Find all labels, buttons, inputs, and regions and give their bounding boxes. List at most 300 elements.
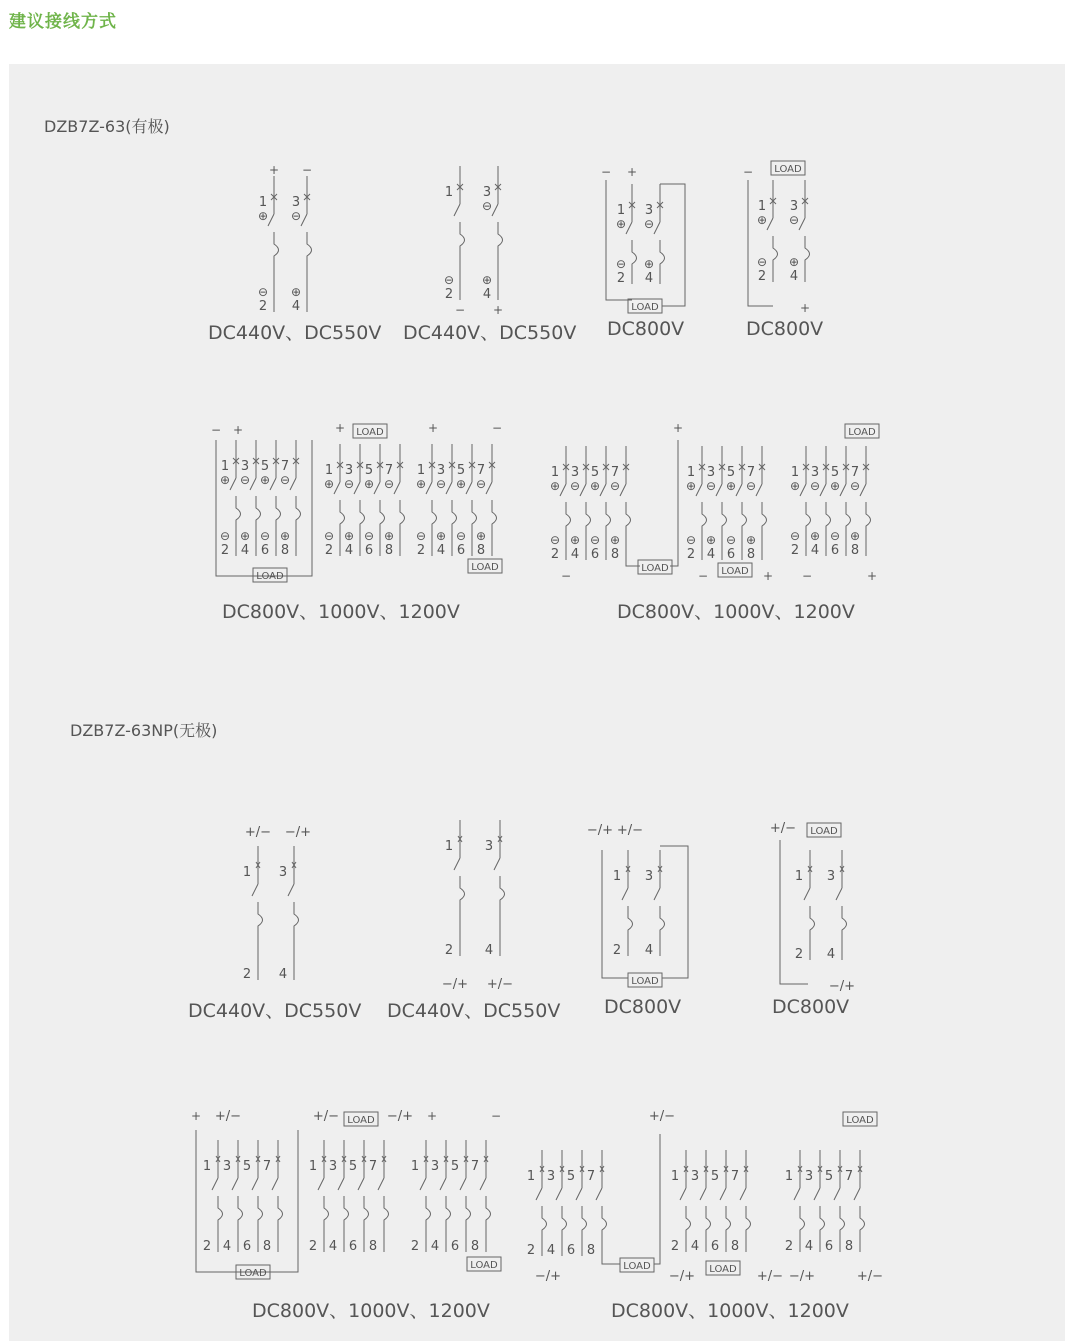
polarity-sign: +/− [244,825,272,840]
terminal-number: 2 [444,943,454,958]
terminal-number: 3 [278,865,288,880]
terminal-number: 3 [240,459,250,474]
caption-nonpolar-1: DC440V、DC550V [188,1000,362,1022]
load-label: LOAD [356,427,384,438]
breaker-contact [767,218,778,266]
terminal-number: 2 [790,543,800,558]
terminal-number: 3 [826,869,836,884]
terminal-number: 1 [670,1169,680,1184]
wire-loop [602,1256,620,1264]
breaker-contact [596,1188,607,1236]
terminal-number: 3 [291,195,301,210]
terminal-number: 6 [364,543,374,558]
breaker-contact [680,1188,691,1236]
polarity-mark: ⊕ [383,529,395,543]
terminal-number: 1 [790,465,800,480]
breaker-contact [600,484,611,532]
breaker-contact [268,214,279,262]
breaker-contact [426,482,437,530]
breaker-contact [736,484,747,532]
polarity-sign: +/− [756,1269,784,1284]
breaker-contact [270,478,281,526]
terminal-number: 8 [844,1239,854,1254]
breaker-contact [626,222,637,270]
terminal-number: 3 [644,869,654,884]
terminal-number: 6 [590,547,600,562]
polarity-mark: ⊕ [615,217,627,231]
terminal-number: 5 [242,1159,252,1174]
load-label: LOAD [721,566,749,577]
terminal-number: 1 [794,869,804,884]
terminal-number: 8 [476,543,486,558]
polarity-mark: ⊕ [788,255,800,269]
breaker-contact [232,1178,243,1226]
polarity-mark: ⊖ [705,479,717,493]
terminal-number: 1 [550,465,560,480]
terminal-number: 1 [526,1169,536,1184]
polarity-mark: ⊕ [259,473,271,487]
terminal-number: 7 [280,459,290,474]
polarity-mark: ⊖ [725,533,737,547]
polarity-mark: ⊕ [435,529,447,543]
terminal-number: 1 [416,463,426,478]
terminal-number: 7 [850,465,860,480]
terminal-number: 3 [810,465,820,480]
breaker-contact [654,888,665,936]
terminal-number: 3 [344,463,354,478]
terminal-number: 3 [644,203,654,218]
terminal-number: 5 [726,465,736,480]
polarity-sign: −/+ [668,1269,696,1284]
polarity-mark: ⊕ [789,479,801,493]
terminal-number: 2 [242,967,252,982]
breaker-contact [700,1188,711,1236]
breaker-contact [820,484,831,532]
polarity-sign: − [560,569,572,583]
terminal-number: 6 [456,543,466,558]
breaker-contact [756,484,767,532]
breaker-contact [420,1178,431,1226]
polarity-mark: ⊕ [725,479,737,493]
load-label: LOAD [774,164,802,175]
polarity-sign: −/+ [586,823,614,838]
breaker-contact [486,482,497,530]
caption-nonpolar-3: DC800V [604,996,682,1018]
terminal-number: 2 [670,1239,680,1254]
terminal-number: 4 [690,1239,700,1254]
polarity-mark: ⊕ [363,477,375,491]
polarity-mark: ⊖ [323,529,335,543]
terminal-number: 3 [328,1159,338,1174]
terminal-number: 8 [610,547,620,562]
breaker-contact [394,482,405,530]
terminal-number: 4 [240,543,250,558]
terminal-number: 4 [484,943,494,958]
terminal-number: 4 [644,943,654,958]
load-label: LOAD [623,1261,651,1272]
terminal-number: 2 [258,299,268,314]
terminal-number: 1 [612,869,622,884]
polarity-mark: ⊖ [383,477,395,491]
polarity-mark: ⊕ [290,285,302,299]
terminal-number: 8 [262,1239,272,1254]
terminal-number: 2 [308,1239,318,1254]
breaker-contact [794,1188,805,1236]
terminal-number: 5 [590,465,600,480]
breaker-contact [720,1188,731,1236]
polarity-mark: ⊖ [363,529,375,543]
breaker-contact [556,1188,567,1236]
breaker-contact [288,884,299,932]
breaker-contact [492,204,503,252]
breaker-contact [212,1178,223,1226]
polarity-mark: ⊖ [745,479,757,493]
terminal-number: 1 [220,459,230,474]
load-label: LOAD [470,1260,498,1271]
breaker-contact [252,884,263,932]
terminal-number: 8 [470,1239,480,1254]
load-label: LOAD [239,1268,267,1279]
terminal-number: 4 [789,269,799,284]
terminal-number: 3 [546,1169,556,1184]
polarity-mark: ⊕ [609,533,621,547]
polarity-mark: ⊖ [756,255,768,269]
terminal-number: 6 [450,1239,460,1254]
breaker-contact [358,1178,369,1226]
polarity-sign: + [866,569,878,583]
polarity-mark: ⊖ [643,217,655,231]
terminal-number: 5 [348,1159,358,1174]
polarity-mark: ⊖ [455,529,467,543]
terminal-number: 4 [706,547,716,562]
terminal-number: 2 [757,269,767,284]
polarity-mark: ⊖ [219,529,231,543]
polarity-mark: ⊖ [343,477,355,491]
polarity-mark: ⊕ [745,533,757,547]
breaker-contact [860,484,871,532]
terminal-number: 8 [384,543,394,558]
terminal-number: 4 [430,1239,440,1254]
polarity-mark: ⊖ [443,273,455,287]
terminal-number: 8 [746,547,756,562]
caption-polar-1: DC440V、DC550V [208,322,382,344]
caption-nonpolar-5: DC800V、1000V、1200V [252,1300,490,1322]
breaker-contact [494,858,505,906]
polarity-mark: ⊕ [323,477,335,491]
polarity-mark: ⊕ [705,533,717,547]
polarity-sign: − [301,163,313,177]
terminal-number: 3 [789,199,799,214]
terminal-number: 1 [324,463,334,478]
caption-nonpolar-4: DC800V [772,996,850,1018]
terminal-number: 2 [416,543,426,558]
wire-loop [660,846,688,978]
breaker-contact [800,484,811,532]
load-label: LOAD [709,1264,737,1275]
polarity-mark: ⊖ [589,533,601,547]
load-label: LOAD [256,571,284,582]
terminal-number: 3 [482,185,492,200]
polarity-sign: + [427,421,439,435]
terminal-number: 5 [824,1169,834,1184]
terminal-number: 1 [686,465,696,480]
load-label: LOAD [641,563,669,574]
terminal-number: 5 [566,1169,576,1184]
polarity-mark: ⊖ [549,533,561,547]
polarity-mark: ⊖ [279,473,291,487]
terminal-number: 1 [202,1159,212,1174]
terminal-number: 6 [260,543,270,558]
terminal-number: 6 [710,1239,720,1254]
breaker-contact [318,1178,329,1226]
terminal-number: 4 [644,271,654,286]
wire-loop [660,184,685,306]
breaker-contact [799,218,810,266]
terminal-number: 4 [826,947,836,962]
breaker-contact [460,1178,471,1226]
polarity-sign: + [762,569,774,583]
terminal-number: 7 [610,465,620,480]
terminal-number: 3 [222,1159,232,1174]
breaker-contact [338,1178,349,1226]
breaker-contact [440,1178,451,1226]
polarity-sign: + [799,301,811,315]
terminal-number: 7 [476,463,486,478]
terminal-number: 7 [844,1169,854,1184]
terminal-number: 4 [328,1239,338,1254]
terminal-number: 2 [220,543,230,558]
breaker-contact [378,1178,389,1226]
terminal-number: 2 [612,943,622,958]
polarity-mark: ⊖ [257,285,269,299]
polarity-mark: ⊕ [455,477,467,491]
terminal-number: 2 [794,947,804,962]
breaker-contact [716,484,727,532]
terminal-number: 1 [242,865,252,880]
polarity-sign: − [697,569,709,583]
terminal-number: 7 [470,1159,480,1174]
polarity-mark: ⊕ [219,473,231,487]
terminal-number: 4 [278,967,288,982]
breaker-contact [622,888,633,936]
terminal-number: 5 [710,1169,720,1184]
caption-polar-3: DC800V [607,318,685,340]
load-label: LOAD [471,562,499,573]
terminal-number: 2 [616,271,626,286]
terminal-number: 3 [570,465,580,480]
caption-polar-6: DC800V、1000V、1200V [617,601,855,623]
breaker-contact [334,482,345,530]
polarity-mark: ⊕ [569,533,581,547]
terminal-number: 4 [546,1243,556,1258]
polarity-mark: ⊖ [415,529,427,543]
polarity-sign: −/+ [284,825,312,840]
breaker-contact [272,1178,283,1226]
breaker-contact [580,484,591,532]
polarity-mark: ⊕ [257,209,269,223]
breaker-contact [740,1188,751,1236]
polarity-mark: ⊖ [789,529,801,543]
terminal-number: 7 [384,463,394,478]
terminal-number: 2 [784,1239,794,1254]
polarity-sign: −/+ [788,1269,816,1284]
polarity-mark: ⊕ [343,529,355,543]
terminal-number: 8 [368,1239,378,1254]
polarity-sign: +/− [214,1109,242,1124]
wire-loop [670,440,678,566]
terminal-number: 8 [730,1239,740,1254]
breaker-contact [374,482,385,530]
load-label: LOAD [846,1115,874,1126]
polarity-sign: −/+ [386,1109,414,1124]
polarity-sign: −/+ [441,977,469,992]
breaker-contact [536,1188,547,1236]
polarity-mark: ⊕ [239,529,251,543]
terminal-number: 1 [308,1159,318,1174]
terminal-number: 4 [804,1239,814,1254]
polarity-mark: ⊖ [435,477,447,491]
terminal-number: 5 [450,1159,460,1174]
breaker-contact [250,478,261,526]
breaker-contact [354,482,365,530]
terminal-number: 4 [810,543,820,558]
terminal-number: 1 [444,839,454,854]
terminal-number: 7 [730,1169,740,1184]
polarity-mark: ⊕ [643,257,655,271]
terminal-number: 6 [726,547,736,562]
caption-polar-5: DC800V、1000V、1200V [222,601,460,623]
terminal-number: 3 [484,839,494,854]
polarity-sign: + [268,163,280,177]
breaker-contact [836,888,847,936]
terminal-number: 8 [280,543,290,558]
breaker-contact [230,478,241,526]
terminal-number: 4 [570,547,580,562]
terminal-number: 2 [324,543,334,558]
polarity-sign: − [491,421,503,435]
breaker-contact [576,1188,587,1236]
terminal-number: 3 [436,463,446,478]
terminal-number: 7 [746,465,756,480]
terminal-number: 5 [364,463,374,478]
polarity-sign: +/− [648,1109,676,1124]
terminal-number: 5 [456,463,466,478]
caption-nonpolar-2: DC440V、DC550V [387,1000,561,1022]
terminal-number: 7 [262,1159,272,1174]
polarity-sign: +/− [856,1269,884,1284]
breaker-contact [814,1188,825,1236]
polarity-sign: − [801,569,813,583]
polarity-mark: ⊖ [609,479,621,493]
breaker-contact [252,1178,263,1226]
terminal-number: 2 [550,547,560,562]
terminal-number: 8 [850,543,860,558]
section-title-nonpolar: DZB7Z-63NP(无极) [70,721,218,740]
terminal-number: 2 [410,1239,420,1254]
breaker-contact [696,484,707,532]
polarity-sign: + [492,303,504,317]
load-label: LOAD [347,1115,375,1126]
terminal-number: 4 [436,543,446,558]
load-label: LOAD [848,427,876,438]
terminal-number: 7 [586,1169,596,1184]
polarity-sign: + [334,421,346,435]
breaker-contact [840,484,851,532]
terminal-number: 1 [258,195,268,210]
breaker-contact [466,482,477,530]
polarity-mark: ⊕ [829,479,841,493]
polarity-mark: ⊖ [569,479,581,493]
terminal-number: 2 [686,547,696,562]
caption-nonpolar-6: DC800V、1000V、1200V [611,1300,849,1322]
terminal-number: 2 [526,1243,536,1258]
polarity-mark: ⊖ [788,213,800,227]
polarity-sign: −/+ [534,1269,562,1284]
polarity-mark: ⊕ [809,529,821,543]
polarity-sign: − [490,1109,502,1123]
breaker-contact [480,1178,491,1226]
terminal-number: 4 [344,543,354,558]
polarity-sign: + [426,1109,438,1123]
polarity-sign: +/− [486,977,514,992]
polarity-sign: + [190,1109,202,1123]
breaker-contact [301,214,312,262]
terminal-number: 1 [784,1169,794,1184]
polarity-sign: +/− [312,1109,340,1124]
terminal-number: 6 [242,1239,252,1254]
terminal-number: 6 [830,543,840,558]
polarity-mark: ⊕ [849,529,861,543]
polarity-sign: − [454,303,466,317]
terminal-number: 6 [348,1239,358,1254]
terminal-number: 6 [566,1243,576,1258]
terminal-number: 1 [616,203,626,218]
caption-polar-2: DC440V、DC550V [403,322,577,344]
breaker-contact [804,888,815,936]
terminal-number: 1 [757,199,767,214]
polarity-mark: ⊖ [290,209,302,223]
terminal-number: 2 [444,287,454,302]
terminal-number: 5 [260,459,270,474]
polarity-mark: ⊖ [849,479,861,493]
polarity-mark: ⊖ [615,257,627,271]
polarity-mark: ⊖ [685,533,697,547]
terminal-number: 1 [444,185,454,200]
breaker-contact [854,1188,865,1236]
polarity-sign: + [232,423,244,437]
polarity-sign: − [600,165,612,179]
breaker-contact [454,204,465,252]
terminal-number: 7 [368,1159,378,1174]
polarity-mark: ⊖ [809,479,821,493]
terminal-number: 1 [410,1159,420,1174]
breaker-contact [454,858,465,906]
terminal-number: 3 [706,465,716,480]
polarity-mark: ⊖ [829,529,841,543]
polarity-sign: +/− [769,821,797,836]
caption-polar-4: DC800V [746,318,824,340]
breaker-contact [446,482,457,530]
polarity-mark: ⊕ [589,479,601,493]
wire-loop [780,840,808,984]
polarity-mark: ⊖ [475,477,487,491]
polarity-sign: −/+ [828,979,856,994]
page-heading: 建议接线方式 [9,12,117,32]
polarity-sign: + [626,165,638,179]
terminal-number: 4 [291,299,301,314]
breaker-contact [654,222,665,270]
polarity-mark: ⊕ [549,479,561,493]
